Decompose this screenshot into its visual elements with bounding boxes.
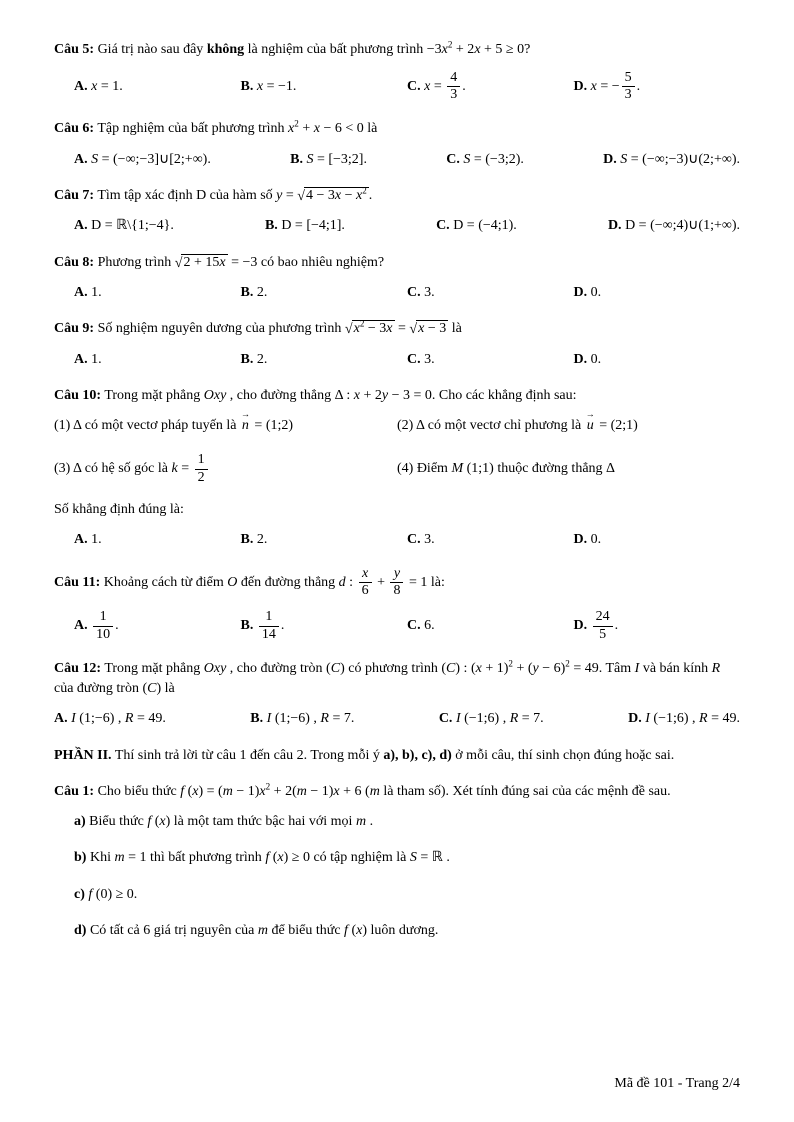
- part2-intro: [54, 746, 740, 766]
- question-6: [54, 119, 740, 170]
- statement-body: Khi m = 1 thì bất phương trình f (x) ≥ 0 có tập nghiệm là S = ℝ .: [89, 850, 450, 866]
- question-text: [54, 782, 740, 802]
- option-c: [407, 616, 574, 636]
- option-body: 2.: [256, 284, 268, 300]
- question-5: [54, 40, 740, 103]
- option-a: [74, 350, 241, 370]
- option-body: $\frac{24}{5}$ .: [591, 618, 619, 633]
- statement-label: d): [74, 922, 87, 938]
- statement-b: [74, 848, 740, 868]
- option-c: [407, 350, 574, 370]
- statement-1: (1) Δ có một vectơ pháp tuyến là → n = (1;2): [54, 416, 397, 436]
- statement-body: f (0) ≥ 0.: [88, 886, 138, 902]
- option-body: I (1;−6) , R = 7.: [266, 711, 355, 727]
- question-label: Câu 12:: [54, 660, 102, 676]
- option-body: 1.: [91, 531, 102, 547]
- option-a: [74, 609, 241, 642]
- option-body: S = (−∞;−3)∪(2;+∞).: [620, 151, 740, 167]
- question-text: [54, 119, 740, 139]
- question-text: [54, 186, 740, 206]
- statement-a: [74, 812, 740, 832]
- question-10: [54, 386, 740, 550]
- option-label: B.: [290, 151, 303, 167]
- option-body: 2.: [256, 531, 268, 547]
- statement-body: Có tất cả 6 giá trị nguyên của m để biểu thức f (x) luôn dương.: [89, 922, 439, 938]
- statement-2: (2) Δ có một vectơ chỉ phương là → u = (2;1): [397, 416, 740, 436]
- option-label: A.: [74, 618, 88, 634]
- question-label: Câu 6:: [54, 121, 95, 137]
- option-label: B.: [240, 531, 254, 547]
- option-d: [574, 609, 741, 642]
- option-body: 0.: [590, 351, 602, 367]
- options-row: [54, 709, 740, 729]
- option-label: C.: [438, 711, 453, 727]
- question-9: [54, 319, 740, 370]
- option-c: [407, 530, 574, 550]
- option-label: D.: [603, 151, 617, 167]
- option-label: D.: [607, 218, 622, 234]
- question-body: Phương trình √2 + 15x = −3 có bao nhiêu nghiệm?: [97, 254, 385, 271]
- question-label: Câu 10:: [54, 387, 102, 403]
- statement-c: [74, 885, 740, 905]
- option-label: C.: [407, 284, 421, 300]
- option-label: B.: [264, 218, 278, 234]
- question-followup: Số khẳng định đúng là:: [54, 501, 184, 517]
- option-body: $\frac{1}{10}$ .: [91, 618, 119, 633]
- question-text: [54, 40, 740, 60]
- option-label: B.: [240, 78, 254, 94]
- option-a: [74, 530, 241, 550]
- option-c: [439, 709, 544, 729]
- option-c: [407, 283, 574, 303]
- options-row: [54, 530, 740, 550]
- option-label: D.: [573, 531, 588, 547]
- option-label: A.: [74, 284, 88, 300]
- option-c: [407, 70, 574, 103]
- option-a: [74, 216, 174, 236]
- option-body: S = [−3;2].: [306, 151, 367, 167]
- part2-label: PHẦN II.: [54, 747, 112, 763]
- option-label: A.: [74, 218, 88, 234]
- option-body: D = ℝ\{1;−4}.: [91, 218, 174, 234]
- option-b: [250, 709, 354, 729]
- question-label: Câu 5:: [54, 42, 95, 57]
- option-label: C.: [446, 151, 460, 167]
- question-body: Tập nghiệm của bất phương trình $x^2 + x - 6 < 0$ là: [97, 118, 378, 137]
- option-body: 0.: [590, 284, 602, 300]
- option-a: [54, 709, 166, 729]
- option-label: D.: [573, 618, 588, 634]
- option-label: B.: [240, 351, 254, 367]
- question-label: Câu 7:: [54, 188, 95, 204]
- option-body: 3.: [424, 531, 435, 547]
- option-a: [74, 150, 211, 170]
- question-body: Số nghiệm nguyên dương của phương trình $√x^2 - 3x = √x - 3$ là: [97, 318, 462, 338]
- question-7: [54, 186, 740, 237]
- question-text: [54, 319, 740, 339]
- options-row: [54, 350, 740, 370]
- question-body: Trong mặt phẳng Oxy , cho đường thẳng Δ : x + 2y − 3 = 0. Cho các khẳng định sau:: [104, 387, 577, 403]
- option-label: A.: [54, 711, 68, 727]
- option-label: C.: [436, 218, 450, 234]
- option-b: [290, 150, 367, 170]
- option-d: [603, 150, 740, 170]
- statement-label: b): [74, 850, 87, 866]
- option-body: 3.: [424, 284, 435, 300]
- option-label: B.: [250, 711, 264, 727]
- option-b: [241, 530, 408, 550]
- question-body: Trong mặt phẳng Oxy , cho đường tròn (C) có phương trình (C) : $(x + 1)^2 + (y - 6)^2 = 49$. Tâm I và bán kính R của đường tròn (C) là: [54, 657, 721, 696]
- option-body: D = (−∞;4)∪(1;+∞).: [625, 218, 740, 234]
- option-body: 6.: [424, 617, 435, 633]
- option-body: 2.: [256, 351, 268, 367]
- option-body: I (1;−6) , R = 49.: [71, 711, 166, 727]
- question-body: Khoảng cách từ điểm O đến đường thẳng d : $\frac{x}{6}$ + $\frac{y}{8}$ = 1 là:: [103, 566, 445, 599]
- option-body: I (−1;6) , R = 49.: [645, 711, 740, 727]
- options-row: [54, 609, 740, 642]
- option-label: A.: [74, 351, 88, 367]
- option-body: D = (−4;1).: [453, 218, 517, 234]
- option-b: [265, 216, 345, 236]
- question-label: Câu 8:: [54, 254, 95, 270]
- options-row: [54, 283, 740, 303]
- question-8: [54, 253, 740, 304]
- option-d: [574, 530, 741, 550]
- part2-question-1: [54, 782, 740, 941]
- statement-3: (3) Δ có hệ số góc là k = $\frac{1}{2}$: [54, 452, 397, 485]
- option-label: B.: [240, 618, 254, 634]
- option-label: C.: [407, 617, 421, 633]
- statement-label: c): [74, 886, 85, 902]
- question-text: [54, 659, 740, 700]
- question-text: [54, 566, 740, 599]
- option-body: 1.: [91, 351, 102, 367]
- statement-4: (4) Điểm M (1;1) thuộc đường thẳng Δ: [397, 460, 616, 476]
- option-d: [574, 350, 741, 370]
- question-body: Giá trị nào sau đây không là nghiệm của bất phương trình $-3x^2 + 2x + 5 \ge 0$?: [97, 39, 531, 57]
- option-c: [446, 150, 524, 170]
- option-c: [436, 216, 517, 236]
- question-label: Câu 1:: [54, 783, 95, 799]
- question-11: [54, 566, 740, 642]
- option-body: 1.: [91, 284, 102, 300]
- option-b: [241, 77, 408, 97]
- question-text: [54, 253, 740, 273]
- option-b: [241, 283, 408, 303]
- option-d: [628, 709, 740, 729]
- options-row: [54, 216, 740, 236]
- option-label: C.: [407, 531, 421, 547]
- option-body: I (−1;6) , R = 7.: [455, 711, 544, 727]
- option-label: D.: [573, 351, 588, 367]
- question-12: [54, 659, 740, 730]
- option-a: [74, 283, 241, 303]
- option-label: D.: [573, 79, 588, 95]
- statements-grid: [54, 416, 740, 485]
- option-body: D = [−4;1].: [281, 218, 345, 234]
- option-label: B.: [240, 284, 254, 300]
- question-label: Câu 9:: [54, 321, 95, 337]
- page-footer: Mã đề 101 - Trang 2/4: [614, 1075, 740, 1091]
- option-label: C.: [407, 351, 421, 367]
- option-label: D.: [573, 284, 588, 300]
- option-b: [241, 350, 408, 370]
- part2-header: [54, 746, 740, 766]
- option-label: A.: [74, 78, 88, 94]
- option-body: 0.: [590, 531, 602, 547]
- question-body: Tìm tập xác định D của hàm số $y = √4 - 3x - x^2$ .: [97, 185, 373, 205]
- option-d: [608, 216, 740, 236]
- option-body: x = $\frac{4}{3}$ .: [424, 70, 466, 103]
- question-text: [54, 386, 740, 406]
- option-body: 3.: [424, 351, 435, 367]
- option-d: [574, 70, 741, 103]
- question-label: Câu 11:: [54, 575, 101, 591]
- option-label: A.: [74, 531, 88, 547]
- statement-d: [74, 921, 740, 941]
- option-a: [74, 77, 241, 97]
- statement-label: a): [74, 814, 86, 830]
- option-body: S = (−3;2).: [463, 151, 524, 167]
- option-b: [241, 609, 408, 642]
- option-label: D.: [628, 711, 642, 727]
- options-row: [54, 70, 740, 103]
- option-body: $\frac{1}{14}$ .: [257, 618, 285, 633]
- option-body: S = (−∞;−3]∪[2;+∞).: [91, 151, 211, 167]
- part2-intro-text: Thí sinh trả lời từ câu 1 đến câu 2. Trong mỗi ý a), b), c), d) ở mỗi câu, thí sinh chọn đúng hoặc sai.: [114, 747, 675, 763]
- option-body: x = −1.: [256, 78, 297, 94]
- option-label: C.: [407, 79, 421, 95]
- option-label: A.: [74, 151, 88, 167]
- option-body: x = − $\frac{5}{3}$ .: [590, 70, 641, 103]
- options-row: [54, 150, 740, 170]
- question-body: Cho biểu thức f $(x) = (m - 1)x^2 + 2(m - 1)x + 6$ (m là tham số). Xét tính đúng sai của các mệnh đề sau.: [97, 781, 671, 799]
- option-body: x = 1.: [91, 78, 123, 94]
- statement-body: Biểu thức f (x) là một tam thức bậc hai với mọi m .: [89, 814, 374, 830]
- option-d: [574, 283, 741, 303]
